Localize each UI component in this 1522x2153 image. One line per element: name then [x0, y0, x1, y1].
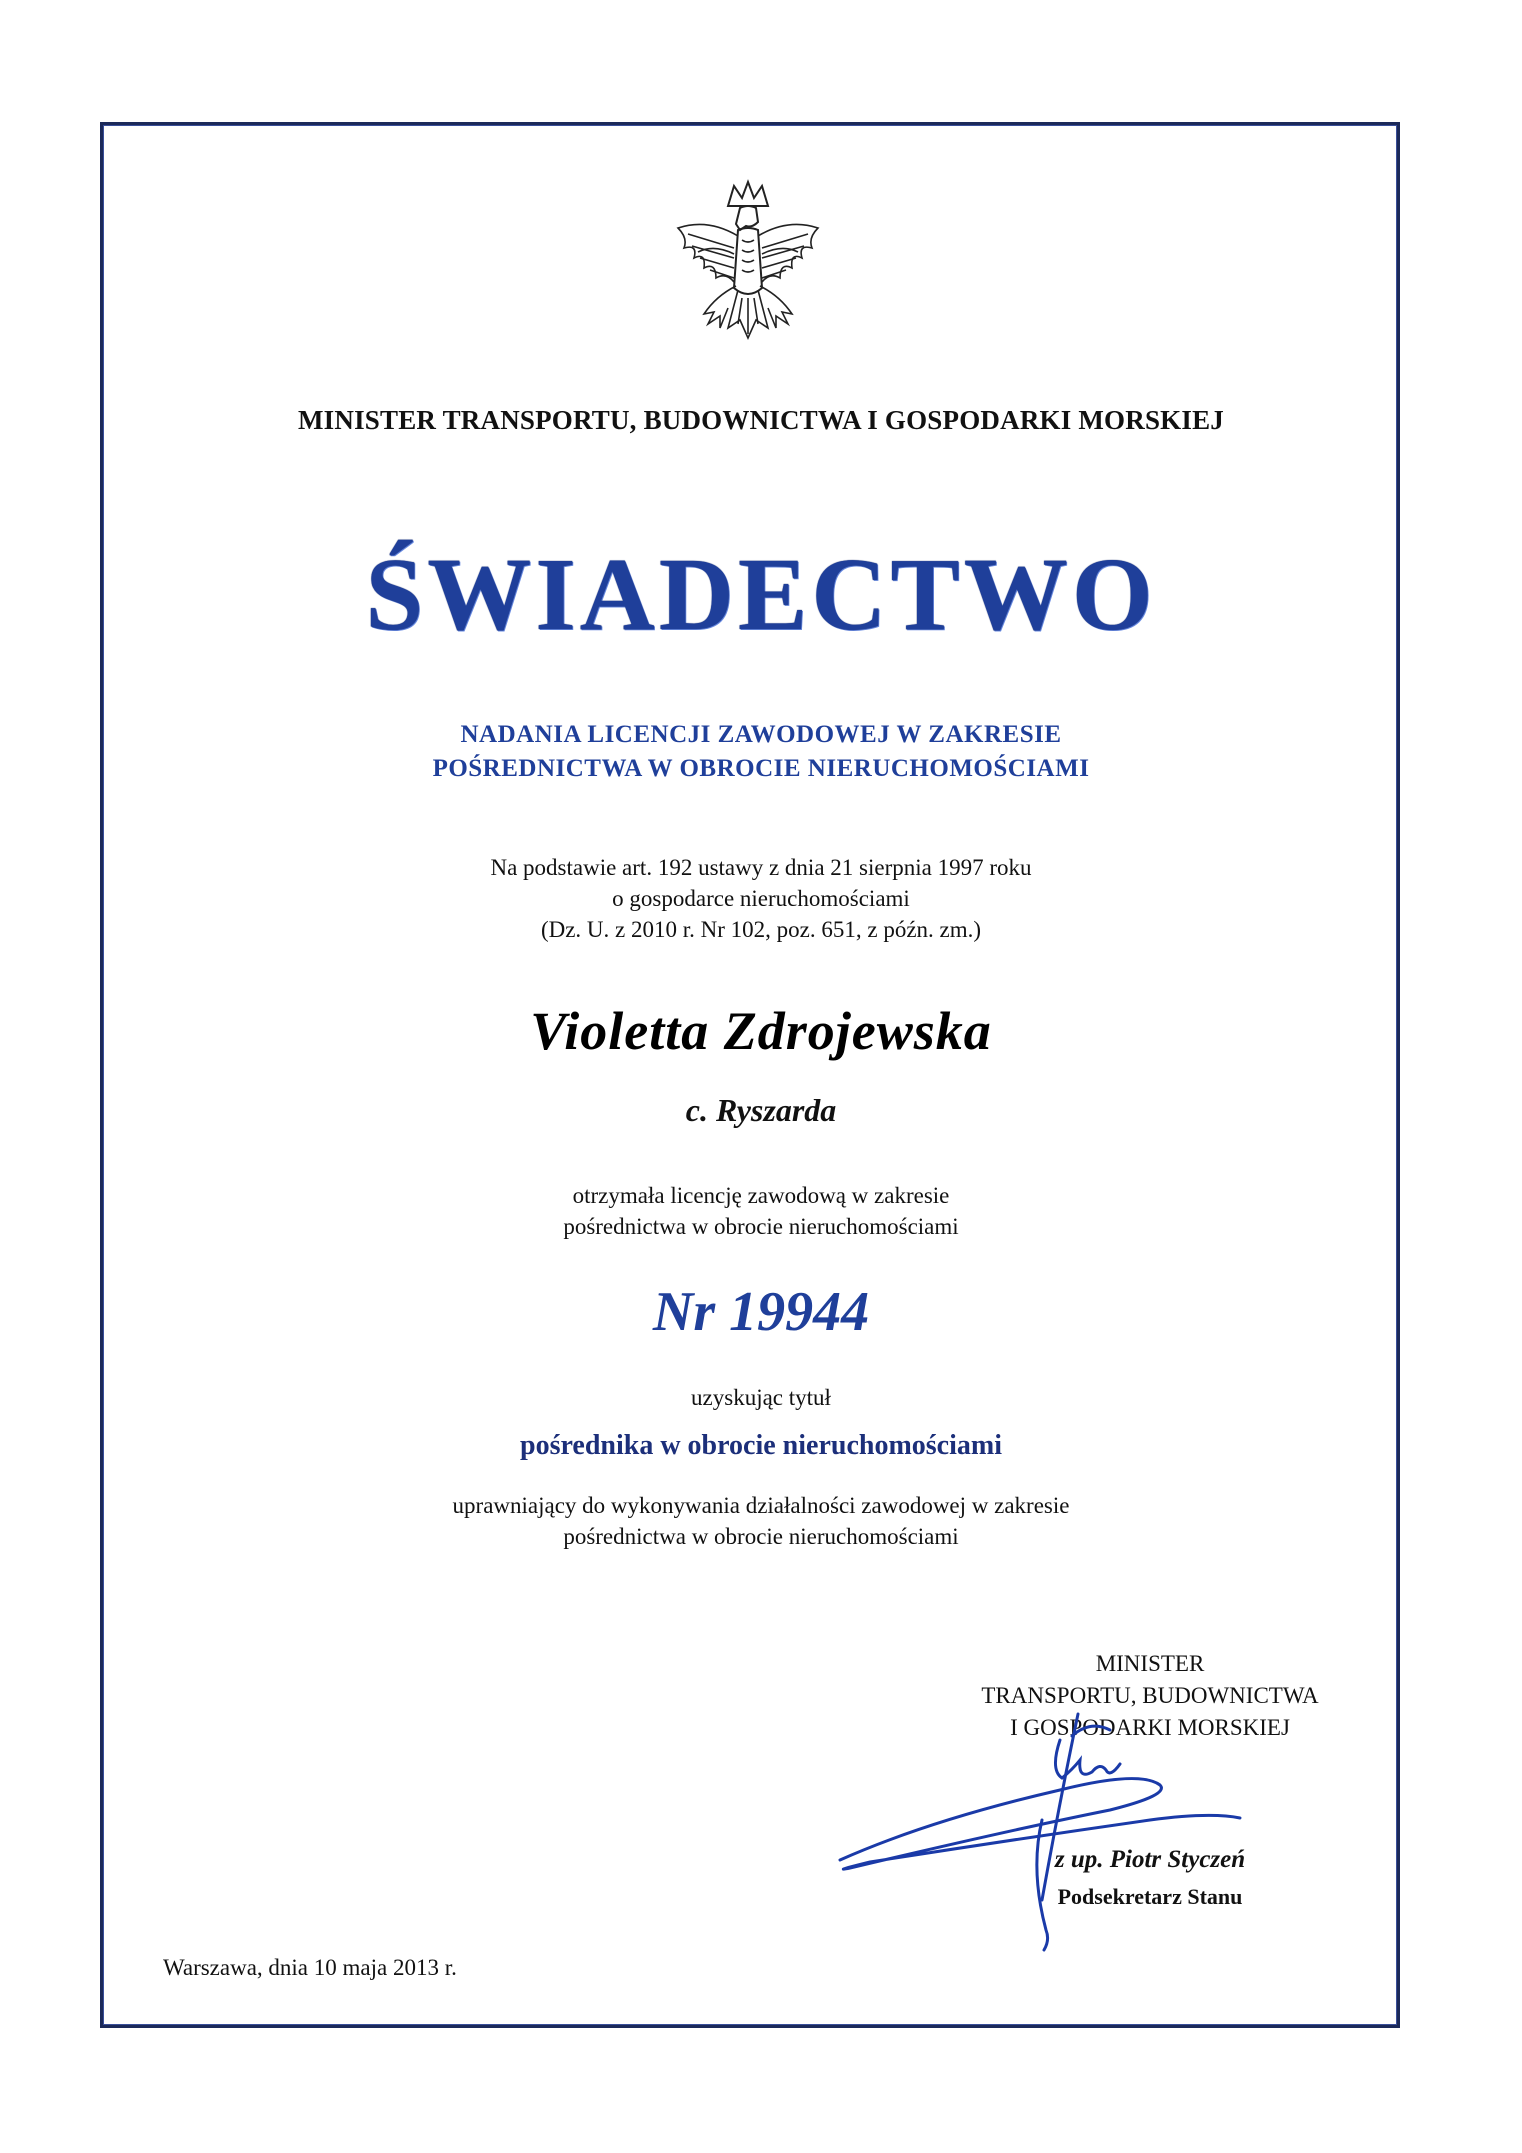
polish-eagle-emblem: [658, 178, 838, 376]
profession-title: pośrednika w obrocie nieruchomościami: [520, 1430, 1002, 1461]
authorizes-line-2: pośrednictwa w obrocie nieruchomościami: [563, 1524, 959, 1549]
signature-line-3: I GOSPODARKI MORSKIEJ: [1010, 1715, 1290, 1740]
legal-basis: [0, 852, 1522, 945]
signature-line-1: MINISTER: [1095, 1651, 1205, 1676]
place-and-date: Warszawa, dnia 10 maja 2013 r.: [163, 1955, 457, 1980]
subtitle-line-2: POŚREDNICTWA W OBROCIE NIERUCHOMOŚCIAMI: [432, 755, 1090, 782]
holder-name: Violetta Zdrojewska: [530, 1001, 992, 1061]
signer-role: Podsekretarz Stanu: [1057, 1884, 1243, 1909]
holder-father-name: c. Ryszarda: [685, 1092, 837, 1128]
received-line-2: pośrednictwa w obrocie nieruchomościami: [563, 1214, 959, 1239]
gaining-title-text: uzyskując tytuł: [691, 1385, 831, 1410]
subtitle-line-1: NADANIA LICENCJI ZAWODOWEJ W ZAKRESIE: [460, 721, 1062, 748]
legal-basis-line-2: o gospodarce nieruchomościami: [612, 886, 910, 911]
authorization-statement: [0, 1490, 1522, 1552]
license-number: Nr 19944: [652, 1281, 870, 1343]
legal-basis-line-3: (Dz. U. z 2010 r. Nr 102, poz. 651, z późn. zm.): [540, 917, 982, 942]
authorizes-line-1: uprawniający do wykonywania działalności zawodowej w zakresie: [452, 1493, 1070, 1518]
issuer-heading: MINISTER TRANSPORTU, BUDOWNICTWA I GOSPODARKI MORSKIEJ: [298, 405, 1224, 435]
signature-line-2: TRANSPORTU, BUDOWNICTWA: [981, 1683, 1319, 1708]
signer-name: z up. Piotr Styczeń: [1054, 1846, 1246, 1873]
legal-basis-line-1: Na podstawie art. 192 ustawy z dnia 21 sierpnia 1997 roku: [490, 855, 1032, 880]
certificate-title: ŚWIADECTWO: [365, 537, 1157, 652]
received-line-1: otrzymała licencję zawodową w zakresie: [572, 1183, 950, 1208]
handwritten-signature: [810, 1700, 1270, 1960]
certificate-subtitle: [0, 718, 1522, 786]
received-statement: [0, 1180, 1522, 1242]
